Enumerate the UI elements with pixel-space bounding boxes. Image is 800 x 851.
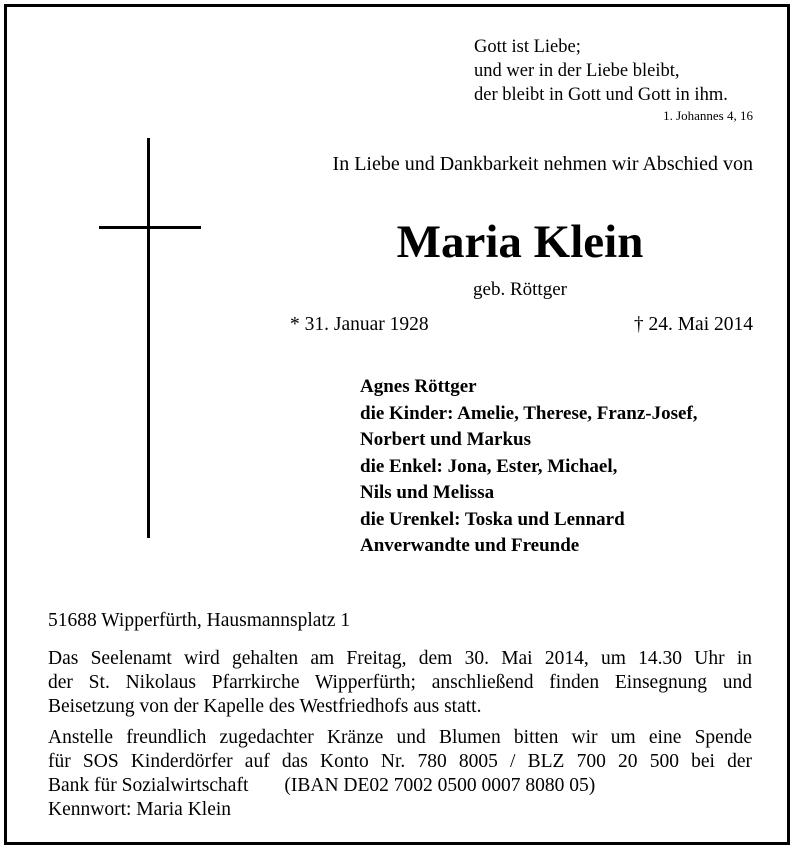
service-paragraph: [48, 647, 752, 719]
bible-verse: [474, 35, 774, 107]
cross-vertical-bar: [147, 138, 150, 538]
mourners-list: [360, 374, 698, 560]
mourner-line: die Urenkel: Toska und Lennard: [360, 508, 625, 530]
birth-date: * 31. Januar 1928: [290, 314, 429, 335]
family-address: 51688 Wipperfürth, Hausmannsplatz 1: [48, 610, 351, 631]
service-line: Beisetzung von der Kapelle des Westfriedhofs aus statt.: [48, 696, 482, 717]
verse-reference: 1. Johannes 4, 16: [663, 108, 753, 123]
death-date: † 24. Mai 2014: [633, 314, 753, 335]
verse-line: der bleibt in Gott und Gott in ihm.: [474, 85, 728, 105]
verse-line: und wer in der Liebe bleibt,: [474, 61, 680, 81]
mourner-line: die Kinder: Amelie, Therese, Franz-Josef,: [360, 402, 698, 424]
donation-line: für SOS Kinderdörfer auf das Konto Nr. 780 8005 / BLZ 700 20 500 bei der: [48, 751, 752, 772]
verse-line: Gott ist Liebe;: [474, 37, 581, 57]
iban: (IBAN DE02 7002 0500 0007 8080 05): [284, 775, 596, 796]
mourner-line: die Enkel: Jona, Ester, Michael,: [360, 455, 618, 477]
cross-icon: [99, 138, 201, 538]
bank-name: Bank für Sozialwirtschaft: [48, 775, 249, 796]
donation-paragraph: [48, 726, 752, 822]
mourner-line: Nils und Melissa: [360, 482, 495, 503]
cross-horizontal-bar: [99, 226, 201, 229]
mourner-line: Norbert und Markus: [360, 429, 532, 450]
service-line: der St. Nikolaus Pfarrkirche Wipperfürth; anschließend finden Einsegnung und: [48, 672, 752, 693]
mourner-line: Anverwandte und Freunde: [360, 535, 580, 556]
donation-line: Anstelle freundlich zugedachter Kränze und Blumen bitten wir um eine Spende: [48, 727, 752, 748]
birth-name: geb. Röttger: [473, 279, 567, 300]
deceased-name: Maria Klein: [396, 216, 644, 268]
donation-keyword: Kennwort: Maria Klein: [48, 799, 232, 820]
service-line: Das Seelenamt wird gehalten am Freitag, dem 30. Mai 2014, um 14.30 Uhr in: [48, 648, 752, 669]
farewell-intro: In Liebe und Dankbarkeit nehmen wir Abschied von: [332, 153, 753, 175]
mourner-line: Agnes Röttger: [360, 376, 477, 397]
bank-line: [48, 774, 752, 798]
